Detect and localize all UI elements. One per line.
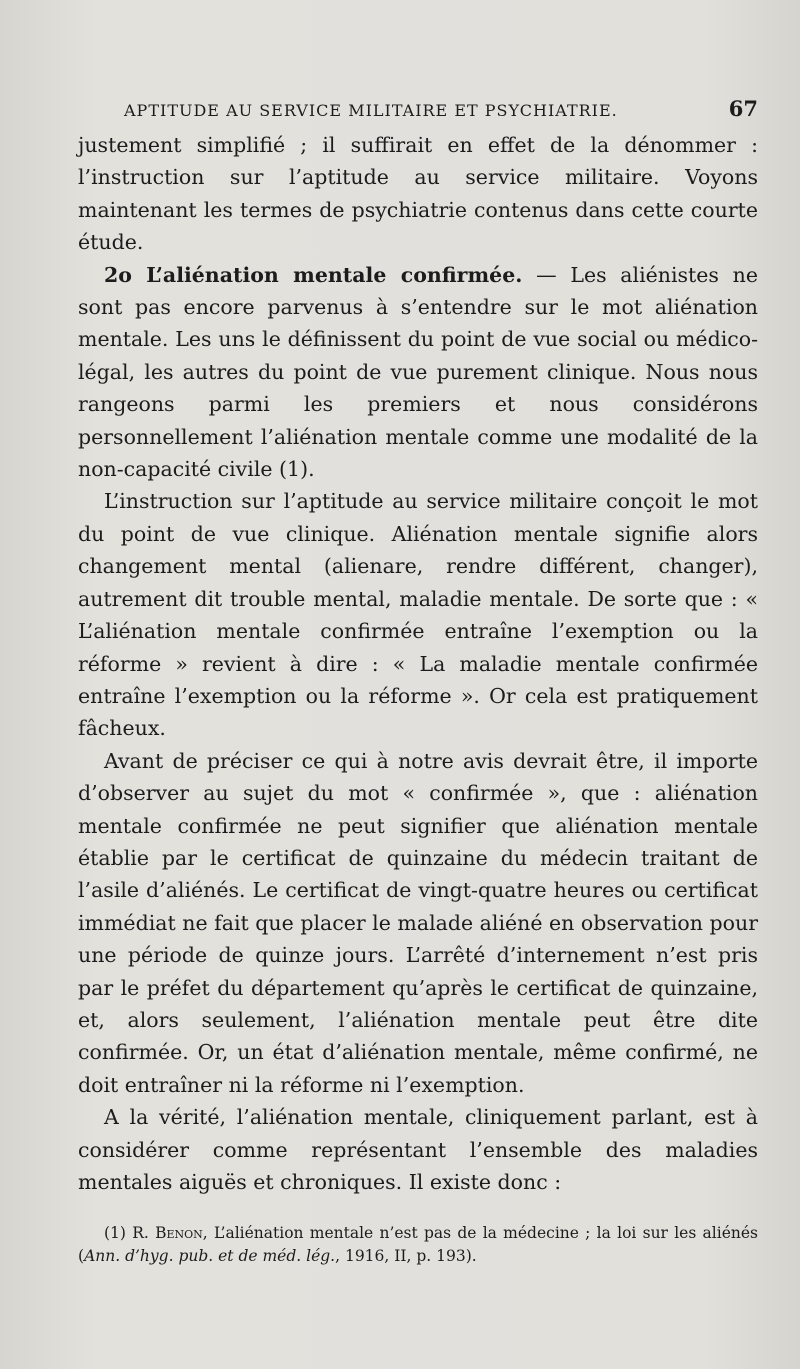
footnote-journal: Ann. d’hyg. pub. et de méd. lég. bbox=[84, 1247, 336, 1266]
footnote-text-before: L’aliénation mentale n’est pas de la médecine ; la loi sur les aliénés ( bbox=[78, 1224, 758, 1266]
paragraph-3: L’instruction sur l’aptitude au service militaire conçoit le mot du point de vue clinique. Aliénation mentale signifie alors changement mental (alienare, rendre différent, changer), autrement dit trouble mental, maladie mentale. De sorte que : « L’aliénation mentale confirmée entraîne l’exemption ou la réforme » revient à dire : « La maladie mentale confirmée entraîne l’exemption ou la réforme ». Or cela est pratiquement fâcheux. bbox=[78, 489, 758, 741]
paragraph-4: Avant de préciser ce qui à notre avis devrait être, il importe d’observer au sujet du mot « confirmée », que : aliénation mentale confirmée ne peut signifier que aliénation mentale établie par le certificat de quinzaine du médecin traitant de l’asile d’aliénés. Le certificat de vingt-quatre heures ou certificat immédiat ne fait que placer le malade aliéné en observation pour une période de quinze jours. L’arrêté d’internement n’est pris par le préfet du département qu’après le certificat de quinzaine, et, alors seulement, l’aliénation mentale peut être dite confirmée. Or, un état d’aliénation mentale, même confirmé, ne doit entraîner ni la réforme ni l’exemption. bbox=[78, 748, 758, 1097]
running-title: APTITUDE AU SERVICE MILITAIRE ET PSYCHIATRIE. bbox=[124, 101, 618, 120]
running-header bbox=[124, 96, 758, 121]
section-heading: 2o L’aliénation mentale confirmée. bbox=[104, 262, 523, 287]
paragraph-2 bbox=[78, 259, 758, 486]
paragraph-5: A la vérité, l’aliénation mentale, cliniquement parlant, est à considérer comme représentant l’ensemble des maladies mentales aiguës et chroniques. Il existe donc : bbox=[78, 1105, 758, 1194]
footnote-marker: (1) bbox=[104, 1224, 126, 1243]
body-text bbox=[78, 129, 758, 1198]
footnote-text-after: , 1916, II, p. 193). bbox=[335, 1247, 477, 1266]
footnote-author: R. Benon, bbox=[132, 1224, 208, 1243]
footnote-1 bbox=[78, 1222, 758, 1268]
paragraph-2-text: — Les aliénistes ne sont pas encore parvenus à s’entendre sur le mot aliénation mentale. Les uns le définissent du point de vue social ou médico-légal, les autres du point de vue purement clinique. Nous nous rangeons parmi les premiers et nous considérons personnellement l’aliénation mentale comme une modalité de la non-capacité civile (1). bbox=[78, 262, 758, 482]
paragraph-1: justement simplifié ; il suffirait en effet de la dénommer : l’instruction sur l’aptitude au service militaire. Voyons maintenant les termes de psychiatrie contenus dans cette courte étude. bbox=[78, 133, 758, 255]
footnotes bbox=[78, 1222, 758, 1268]
page-number: 67 bbox=[728, 96, 758, 121]
